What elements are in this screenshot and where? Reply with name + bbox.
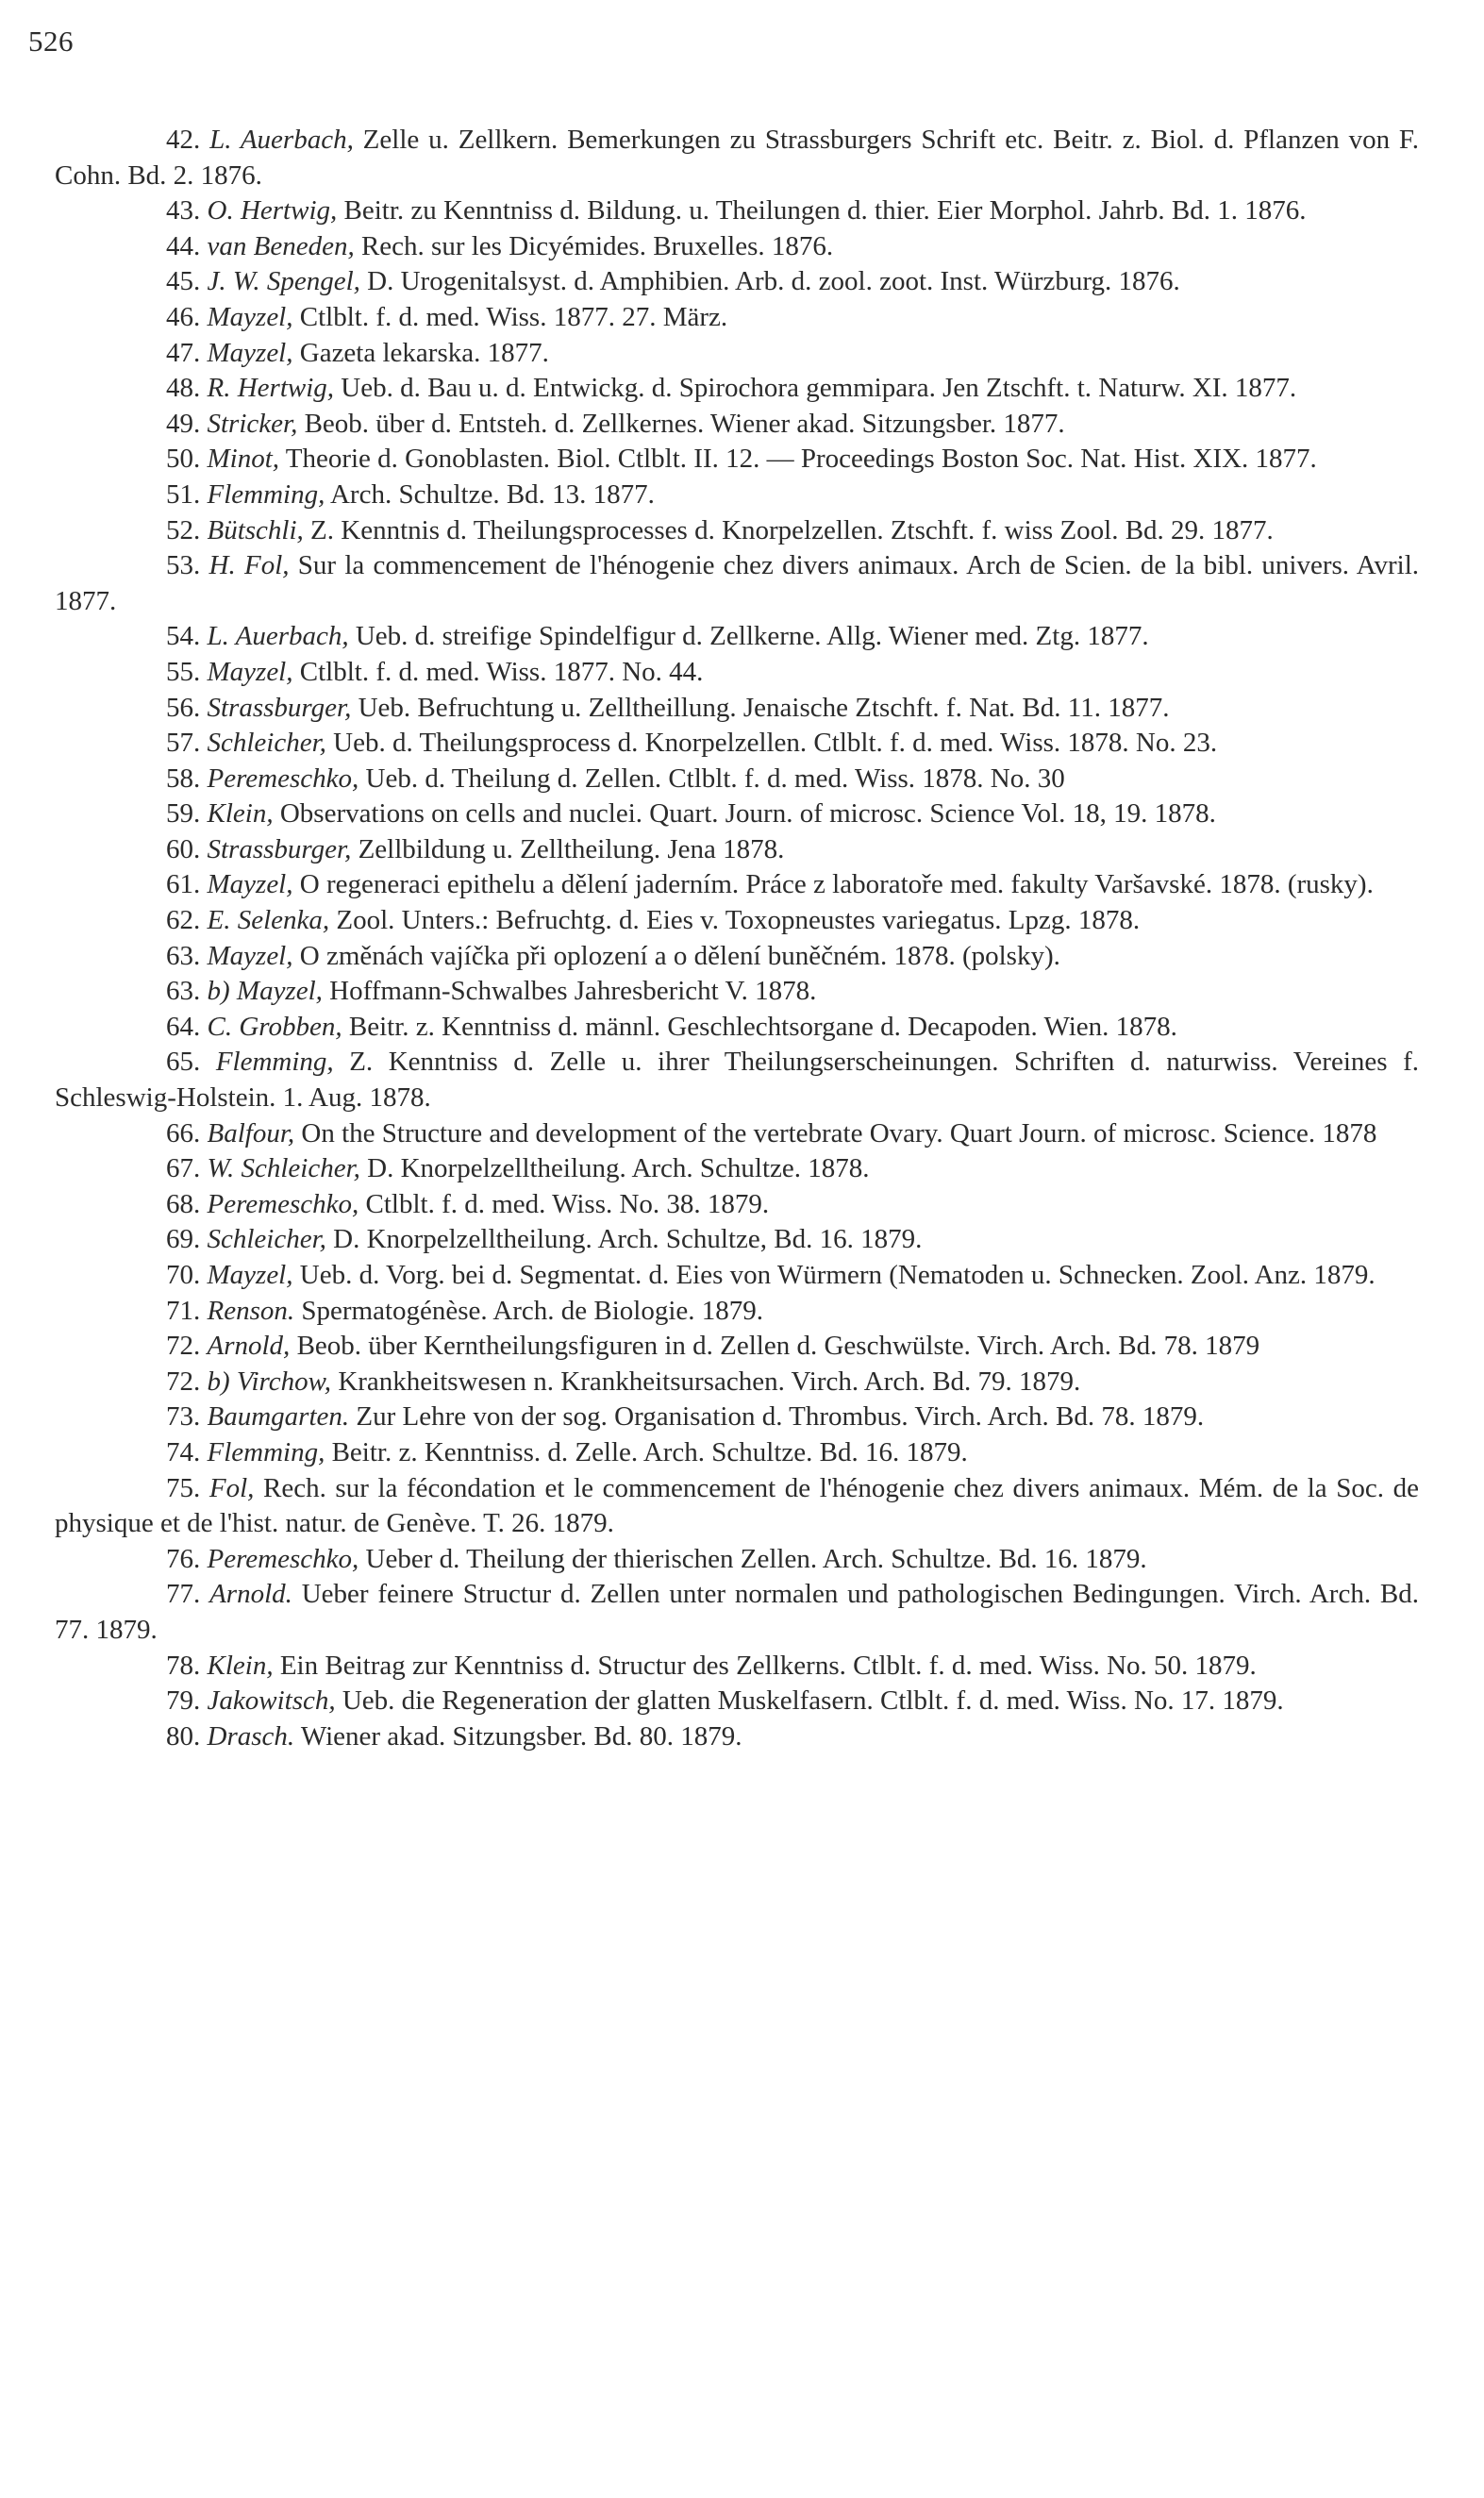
reference-author: Mayzel, [207,337,293,368]
reference-text: Rech. sur les Dicyémides. Bruxelles. 1876. [354,230,834,261]
reference-item [55,939,1419,975]
reference-author: Klein, [207,798,274,830]
reference-author: J. W. Spengel, [207,266,360,297]
reference-text: Ueber d. Theilung der thierischen Zellen. Arch. Schultze. Bd. 16. 1879. [358,1543,1147,1574]
reference-item [55,442,1419,478]
reference-text: On the Structure and development of the vertebrate Ovary. Quart Journ. of microsc. Science. 1878 [294,1117,1377,1148]
reference-author: Baumgarten. [207,1401,350,1433]
reference-item [55,1542,1419,1578]
reference-text: Z. Kenntnis d. Theilungsprocesses d. Knorpelzellen. Ztschft. f. wiss Zool. Bd. 29. 1877. [303,514,1274,545]
reference-item [55,300,1419,336]
reference-author: Strassburger, [207,833,352,864]
reference-item [55,1258,1419,1294]
reference-item [55,832,1419,868]
reference-number: 63. [166,940,201,971]
reference-text: Ctlblt. f. d. med. Wiss. No. 38. 1879. [358,1188,770,1219]
reference-author: W. Schleicher, [207,1153,360,1184]
reference-item [55,123,1419,193]
reference-number: 55. [166,656,201,687]
reference-author: Mayzel, [207,301,293,332]
reference-text: Ueb. d. Theilungsprocess d. Knorpelzellen. Ctlblt. f. d. med. Wiss. 1878. No. 23. [325,728,1218,759]
reference-item [55,619,1419,655]
reference-text: Ueb. die Regeneration der glatten Muskelfasern. Ctlblt. f. d. med. Wiss. No. 17. 1879. [335,1685,1284,1717]
reference-number: 72. [166,1366,201,1397]
reference-author: Drasch. [207,1720,295,1752]
reference-item [55,1471,1419,1542]
reference-author: E. Selenka, [207,905,330,936]
reference-item [55,1187,1419,1223]
reference-author: Peremeschko, [207,1543,359,1574]
reference-text: Zelle u. Zellkern. Bemerkungen zu Strassburgers Schrift etc. Beitr. z. Biol. d. Pflanzen von F. Cohn. Bd. 2. 1876. [55,125,1419,191]
reference-author: Mayzel, [207,1260,293,1290]
reference-text: Zool. Unters.: Befruchtg. d. Eies v. Toxopneustes variegatus. Lpzg. 1878. [329,905,1141,936]
reference-item [55,1577,1419,1648]
reference-number: 79. [166,1685,201,1717]
reference-text: Beitr. z. Kenntniss. d. Zelle. Arch. Schultze. Bd. 16. 1879. [325,1436,968,1467]
reference-number: 62. [166,905,201,936]
reference-number: 69. [166,1224,201,1255]
reference-author: Flemming, [207,1436,325,1467]
reference-text: Beitr. zu Kenntniss d. Bildung. u. Theilungen d. thier. Eier Morphol. Jahrb. Bd. 1. 1876. [337,195,1307,226]
reference-author: b) Virchow, [207,1366,332,1397]
reference-item [55,655,1419,691]
reference-text: Krankheitswesen n. Krankheitsursachen. Virch. Arch. Bd. 79. 1879. [331,1366,1081,1397]
reference-item [55,407,1419,443]
reference-text: Ueb. d. Bau u. d. Entwickg. d. Spirochora gemmipara. Jen Ztschft. t. Naturw. XI. 1877. [334,373,1297,404]
reference-text: O změnách vajíčka při oplození a o dělení buněčném. 1878. (polsky). [292,940,1060,971]
reference-text: Ueb. d. Theilung d. Zellen. Ctlblt. f. d. med. Wiss. 1878. No. 30 [358,763,1065,794]
reference-author: Mayzel, [207,869,293,900]
reference-item [55,1329,1419,1365]
reference-author: L. Auerbach, [207,621,349,652]
reference-text: Ueb. Befruchtung u. Zelltheillung. Jenaische Ztschft. f. Nat. Bd. 11. 1877. [351,692,1170,723]
reference-item [55,1045,1419,1115]
reference-number: 64. [166,1011,201,1042]
reference-number: 47. [166,337,201,368]
reference-number: 65. [166,1047,201,1078]
reference-text: D. Urogenitalsyst. d. Amphibien. Arb. d. zool. zoot. Inst. Würzburg. 1876. [359,266,1180,297]
reference-author: Mayzel, [207,940,293,971]
reference-author: L. Auerbach, [209,125,354,155]
reference-item [55,1435,1419,1471]
reference-author: Fol, [208,1472,255,1503]
reference-author: Peremeschko, [207,763,359,794]
reference-author: b) Mayzel, [207,976,323,1007]
reference-item [55,1151,1419,1187]
reference-item [55,867,1419,903]
reference-number: 78. [166,1650,201,1681]
reference-number: 66. [166,1117,201,1148]
reference-item [55,1222,1419,1258]
reference-text: Zur Lehre von der sog. Organisation d. Thrombus. Virch. Arch. Bd. 78. 1879. [349,1401,1205,1433]
reference-number: 58. [166,763,201,794]
reference-author: Schleicher, [207,728,326,759]
reference-item [55,193,1419,229]
reference-list [55,123,1419,1754]
reference-author: H. Fol, [208,550,290,581]
reference-author: Flemming, [215,1047,334,1078]
reference-item [55,1365,1419,1400]
reference-text: Z. Kenntniss d. Zelle u. ihrer Theilungserscheinungen. Schriften d. naturwiss. Vereines f. Schleswig-Holstein. 1. Aug. 1878. [55,1047,1419,1114]
reference-text: Ctlblt. f. d. med. Wiss. 1877. 27. März. [292,301,728,332]
reference-item [55,1719,1419,1755]
reference-text: Beob. über Kerntheilungsfiguren in d. Zellen d. Geschwülste. Virch. Arch. Bd. 78. 1879 [290,1331,1260,1362]
reference-text: D. Knorpelzelltheilung. Arch. Schultze. 1878. [359,1153,870,1184]
reference-number: 50. [166,444,201,475]
reference-author: Peremeschko, [207,1188,359,1219]
reference-number: 63. [166,976,201,1007]
reference-item [55,903,1419,939]
reference-text: Spermatogénèse. Arch. de Biologie. 1879. [294,1295,764,1326]
reference-author: Arnold. [209,1579,292,1610]
reference-item [55,762,1419,797]
reference-number: 77. [166,1579,201,1610]
reference-text: Ctlblt. f. d. med. Wiss. 1877. No. 44. [292,656,704,687]
reference-text: Ein Beitrag zur Kenntniss d. Structur des Zellkerns. Ctlblt. f. d. med. Wiss. No. 50. 1879. [273,1650,1257,1681]
reference-number: 80. [166,1720,201,1752]
reference-item [55,371,1419,407]
reference-number: 70. [166,1260,201,1290]
reference-item [55,1294,1419,1330]
reference-text: Sur la commencement de l'hénogenie chez divers animaux. Arch de Scien. de la bibl. univers. Avril. 1877. [55,550,1420,616]
reference-author: O. Hertwig, [207,195,338,226]
reference-number: 75. [166,1472,201,1503]
reference-number: 45. [166,266,201,297]
reference-number: 48. [166,373,201,404]
reference-number: 56. [166,692,201,723]
page-number: 526 [28,25,74,58]
reference-author: Stricker, [207,408,298,439]
reference-number: 72. [166,1331,201,1362]
reference-author: Jakowitsch, [207,1685,336,1717]
reference-number: 46. [166,301,201,332]
reference-author: Minot, [207,444,280,475]
reference-author: C. Grobben, [207,1011,342,1042]
reference-text: Ueb. d. streifige Spindelfigur d. Zellkerne. Allg. Wiener med. Ztg. 1877. [348,621,1149,652]
reference-text: Hoffmann-Schwalbes Jahresbericht V. 1878. [322,976,817,1007]
reference-text: Beitr. z. Kenntniss d. männl. Geschlechtsorgane d. Decapoden. Wien. 1878. [342,1011,1177,1042]
reference-text: Zellbildung u. Zelltheilung. Jena 1878. [351,833,785,864]
reference-number: 73. [166,1401,201,1433]
reference-text: Gazeta lekarska. 1877. [292,337,549,368]
reference-item [55,264,1419,300]
reference-author: Flemming, [207,478,325,510]
reference-item [55,1684,1419,1719]
reference-author: van Beneden, [207,230,355,261]
reference-number: 42. [166,125,201,155]
reference-number: 43. [166,195,201,226]
reference-author: Mayzel, [207,656,293,687]
reference-author: Arnold, [207,1331,291,1362]
reference-item [55,1400,1419,1435]
reference-author: Balfour, [207,1117,295,1148]
reference-number: 53. [166,550,201,581]
reference-number: 61. [166,869,201,900]
reference-number: 71. [166,1295,201,1326]
reference-number: 60. [166,833,201,864]
reference-item [55,726,1419,762]
reference-text: Ueber feinere Structur d. Zellen unter normalen und pathologischen Bedingungen. Virch. Arch. Bd. 77. 1879. [55,1579,1420,1645]
reference-text: Theorie d. Gonoblasten. Biol. Ctlblt. II. 12. — Proceedings Boston Soc. Nat. Hist. XIX. 1877. [279,444,1317,475]
reference-number: 52. [166,514,201,545]
reference-number: 57. [166,728,201,759]
reference-author: Schleicher, [207,1224,326,1255]
reference-number: 59. [166,798,201,830]
reference-number: 67. [166,1153,201,1184]
reference-author: Klein, [207,1650,274,1681]
reference-text: Beob. über d. Entsteh. d. Zellkernes. Wiener akad. Sitzungsber. 1877. [297,408,1065,439]
reference-item [55,796,1419,832]
reference-item [55,974,1419,1010]
reference-item [55,1116,1419,1152]
reference-item [55,229,1419,265]
reference-number: 49. [166,408,201,439]
reference-author: Renson. [207,1295,295,1326]
reference-item [55,1649,1419,1685]
reference-text: Observations on cells and nuclei. Quart. Journ. of microsc. Science Vol. 18, 19. 1878. [273,798,1216,830]
reference-text: O regeneraci epithelu a dělení jaderním. Práce z laboratoře med. fakulty Varšavské. 1878. (rusky). [292,869,1374,900]
reference-item [55,336,1419,372]
reference-author: Bütschli, [207,514,304,545]
reference-text: D. Knorpelzelltheilung. Arch. Schultze, Bd. 16. 1879. [325,1224,923,1255]
reference-item [55,513,1419,549]
reference-number: 76. [166,1543,201,1574]
reference-item [55,691,1419,727]
reference-item [55,1010,1419,1046]
reference-item [55,548,1419,619]
reference-number: 44. [166,230,201,261]
reference-number: 51. [166,478,201,510]
reference-author: Strassburger, [207,692,352,723]
reference-text: Rech. sur la fécondation et le commencement de l'hénogenie chez divers animaux. Mém. de la Soc. de physique et de l'hist. natur. de Genève. T. 26. 1879. [55,1472,1420,1539]
reference-text: Arch. Schultze. Bd. 13. 1877. [325,478,655,510]
reference-author: R. Hertwig, [207,373,335,404]
reference-text: Wiener akad. Sitzungsber. Bd. 80. 1879. [294,1720,742,1752]
reference-number: 68. [166,1188,201,1219]
reference-number: 74. [166,1436,201,1467]
reference-number: 54. [166,621,201,652]
reference-item [55,478,1419,513]
reference-text: Ueb. d. Vorg. bei d. Segmentat. d. Eies von Würmern (Nematoden u. Schnecken. Zool. Anz. 1879. [292,1260,1376,1290]
